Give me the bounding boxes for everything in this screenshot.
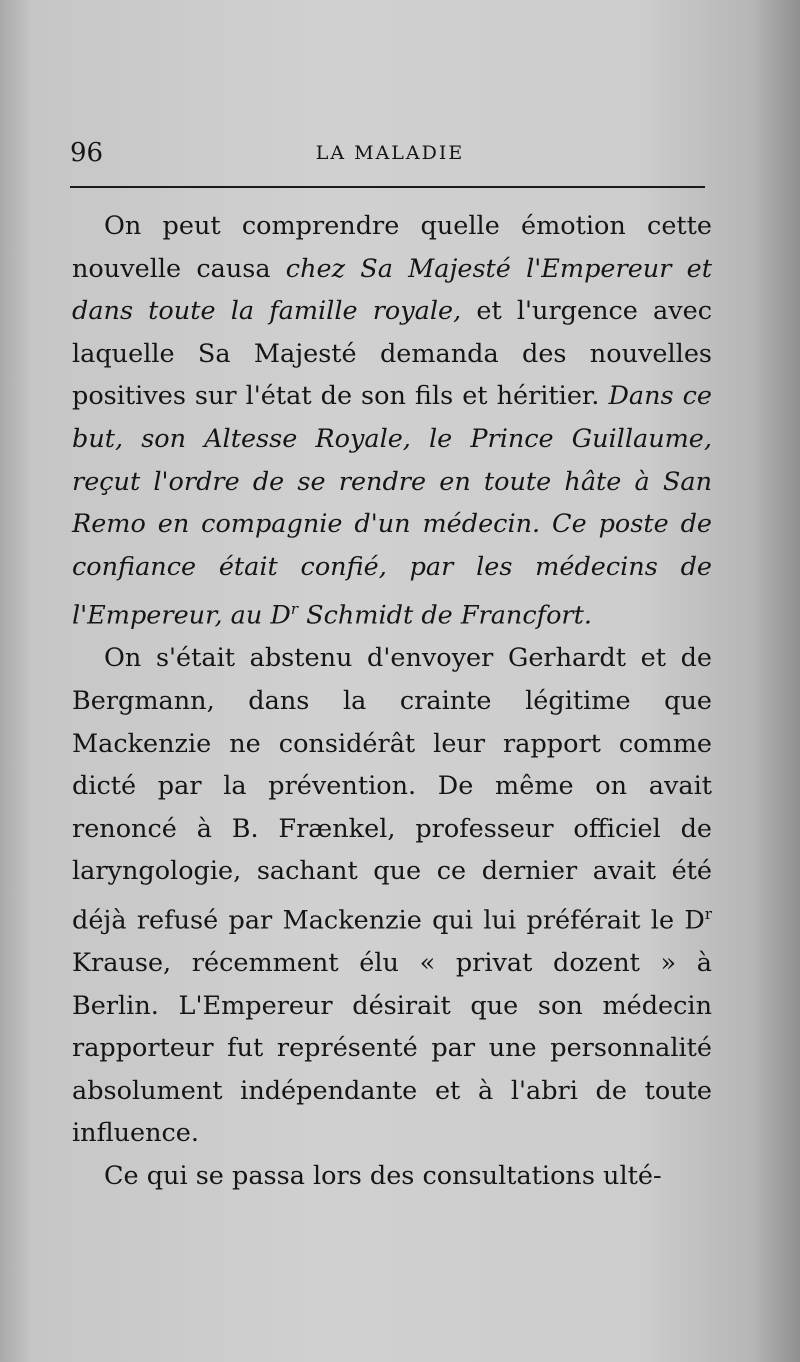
header-rule bbox=[70, 186, 705, 188]
body-text bbox=[72, 205, 712, 1198]
paragraph-3 bbox=[72, 1155, 712, 1198]
paragraph-1 bbox=[72, 205, 712, 637]
paragraph-1-italic-b: Dans ce but, son Altesse Royale, le Prince Guillaume, reçut l'ordre de se rendre en toute hâte à San Remo en compagnie d'un médecin. Ce poste de confiance était confié, par les médecins de l'Empereur, au D bbox=[72, 381, 712, 631]
paragraph-1-italic-a: chez Sa Majesté l'Empereur et dans toute la famille royale, bbox=[72, 253, 712, 327]
paragraph-1-superscript: r bbox=[290, 600, 299, 619]
paragraph-2 bbox=[72, 637, 712, 1155]
paragraph-3-text: Ce qui se passa lors des consultations ulté- bbox=[104, 1161, 662, 1192]
paragraph-1-italic-c: Schmidt de Francfort. bbox=[298, 600, 592, 631]
running-title: LA MALADIE bbox=[315, 142, 465, 164]
page-header bbox=[70, 133, 710, 173]
paragraph-1-text-a: On peut comprendre quelle émotion cette nouvelle causa bbox=[72, 211, 712, 284]
paragraph-2-superscript: r bbox=[704, 905, 712, 923]
page-number: 96 bbox=[70, 138, 104, 168]
paragraph-2-text-b: Krause, récemment élu « privat dozent » à Berlin. L'Empereur désirait que son médecin rapporteur fut représenté par une personnalité absolument indépendante et à l'abri de toute influence. bbox=[72, 948, 712, 1149]
paragraph-1-text-b: et l'urgence avec laquelle Sa Majesté demanda des nouvelles positives sur l'état de son fils et héritier. bbox=[72, 296, 713, 412]
paragraph-2-text-a: On s'était abstenu d'envoyer Gerhardt et de Bergmann, dans la crainte légitime que Mackenzie ne considérât leur rapport comme dicté par la prévention. De même on avait renoncé à B. Frænkel, professeur officiel de laryngologie, sachant que ce dernier avait été déjà refusé par Mackenzie qui lui préférait le D bbox=[72, 643, 712, 936]
